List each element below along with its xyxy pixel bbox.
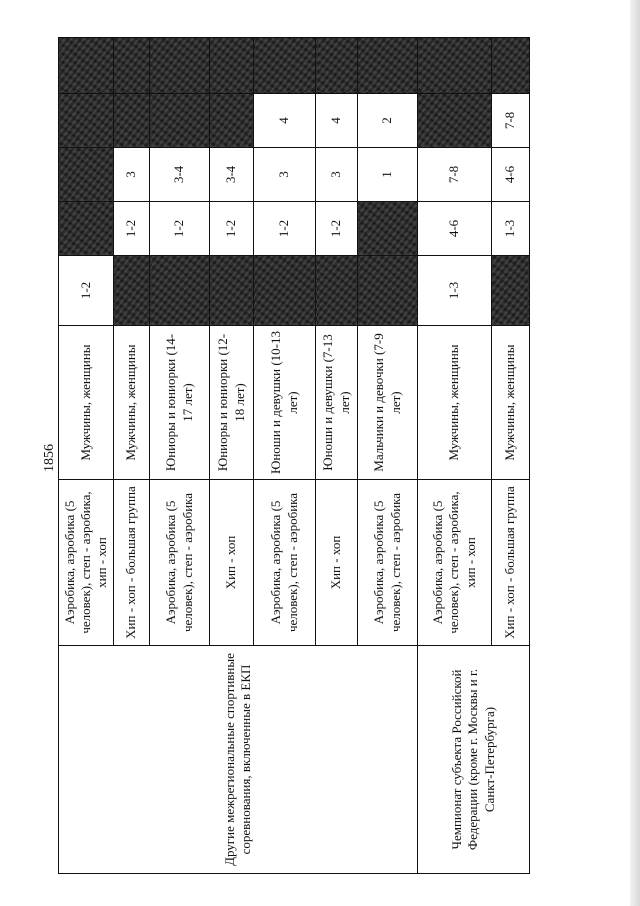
rank-cell: 4 xyxy=(316,94,358,148)
group-cell: Юноши и девушки (10-13 лет) xyxy=(254,326,316,480)
rank-cell: 1-2 xyxy=(316,202,358,256)
shaded-cell xyxy=(59,38,114,94)
shaded-cell xyxy=(358,38,418,94)
shaded-cell xyxy=(492,256,530,326)
rank-cell: 4 xyxy=(254,94,316,148)
rank-cell: 1-3 xyxy=(492,202,530,256)
group-cell: Юноши и девушки (7-13 лет) xyxy=(316,326,358,480)
shaded-cell xyxy=(316,256,358,326)
rank-cell: 1-3 xyxy=(418,256,492,326)
group-cell: Юниоры и юниорки (14-17 лет) xyxy=(150,326,210,480)
shaded-cell xyxy=(114,256,150,326)
shaded-cell xyxy=(210,38,254,94)
shaded-cell xyxy=(59,94,114,148)
page-edge xyxy=(630,0,640,906)
table-row xyxy=(59,38,114,874)
rank-cell: 1-2 xyxy=(59,256,114,326)
group-cell: Мужчины, женщины xyxy=(418,326,492,480)
competition-cell: Чемпионат субъекта Российской Федерации (кроме г. Москвы и г. Санкт-Петербурга) xyxy=(418,646,530,874)
shaded-cell xyxy=(418,38,492,94)
shaded-cell xyxy=(150,94,210,148)
shaded-cell xyxy=(358,256,418,326)
shaded-cell xyxy=(59,148,114,202)
rank-cell: 3-4 xyxy=(210,148,254,202)
rank-cell: 3 xyxy=(114,148,150,202)
shaded-cell xyxy=(492,38,530,94)
competition-cell: Другие межрегиональные спортивные соревнования, включенные в ЕКП xyxy=(59,646,418,874)
ranks-table xyxy=(58,37,530,874)
discipline-cell: Хип - хоп - большая группа xyxy=(492,480,530,646)
shaded-cell xyxy=(210,94,254,148)
shaded-cell xyxy=(114,38,150,94)
discipline-cell: Аэробика, аэробика (5 человек), степ - аэробика xyxy=(150,480,210,646)
group-cell: Мужчины, женщины xyxy=(492,326,530,480)
group-cell: Мальчики и девочки (7-9 лет) xyxy=(358,326,418,480)
page-number: 1856 xyxy=(42,444,57,472)
shaded-cell xyxy=(358,202,418,256)
rank-cell: 2 xyxy=(358,94,418,148)
rank-cell: 4-6 xyxy=(418,202,492,256)
discipline-cell: Хип - хоп xyxy=(316,480,358,646)
discipline-cell: Хип - хоп xyxy=(210,480,254,646)
shaded-cell xyxy=(114,94,150,148)
rank-cell: 3-4 xyxy=(150,148,210,202)
shaded-cell xyxy=(254,256,316,326)
rank-cell: 1-2 xyxy=(114,202,150,256)
rotated-table-wrapper xyxy=(58,38,518,874)
shaded-cell xyxy=(150,256,210,326)
shaded-cell xyxy=(59,202,114,256)
discipline-cell: Аэробика, аэробика (5 человек), степ - аэробика, хип - хоп xyxy=(59,480,114,646)
rank-cell: 1-2 xyxy=(150,202,210,256)
rank-cell: 1-2 xyxy=(254,202,316,256)
discipline-cell: Аэробика, аэробика (5 человек), степ - аэробика xyxy=(254,480,316,646)
discipline-cell: Аэробика, аэробика (5 человек), степ - аэробика, хип - хоп xyxy=(418,480,492,646)
rank-cell: 1 xyxy=(358,148,418,202)
shaded-cell xyxy=(418,94,492,148)
discipline-cell: Хип - хоп - большая группа xyxy=(114,480,150,646)
table-row xyxy=(418,38,492,874)
rank-cell: 7-8 xyxy=(492,94,530,148)
rank-cell: 3 xyxy=(316,148,358,202)
group-cell: Мужчины, женщины xyxy=(114,326,150,480)
rank-cell: 7-8 xyxy=(418,148,492,202)
rank-cell: 1-2 xyxy=(210,202,254,256)
shaded-cell xyxy=(254,38,316,94)
rank-cell: 4-6 xyxy=(492,148,530,202)
group-cell: Юниоры и юниорки (12-18 лет) xyxy=(210,326,254,480)
shaded-cell xyxy=(150,38,210,94)
shaded-cell xyxy=(210,256,254,326)
group-cell: Мужчины, женщины xyxy=(59,326,114,480)
discipline-cell: Аэробика, аэробика (5 человек), степ - аэробика xyxy=(358,480,418,646)
shaded-cell xyxy=(316,38,358,94)
rank-cell: 3 xyxy=(254,148,316,202)
